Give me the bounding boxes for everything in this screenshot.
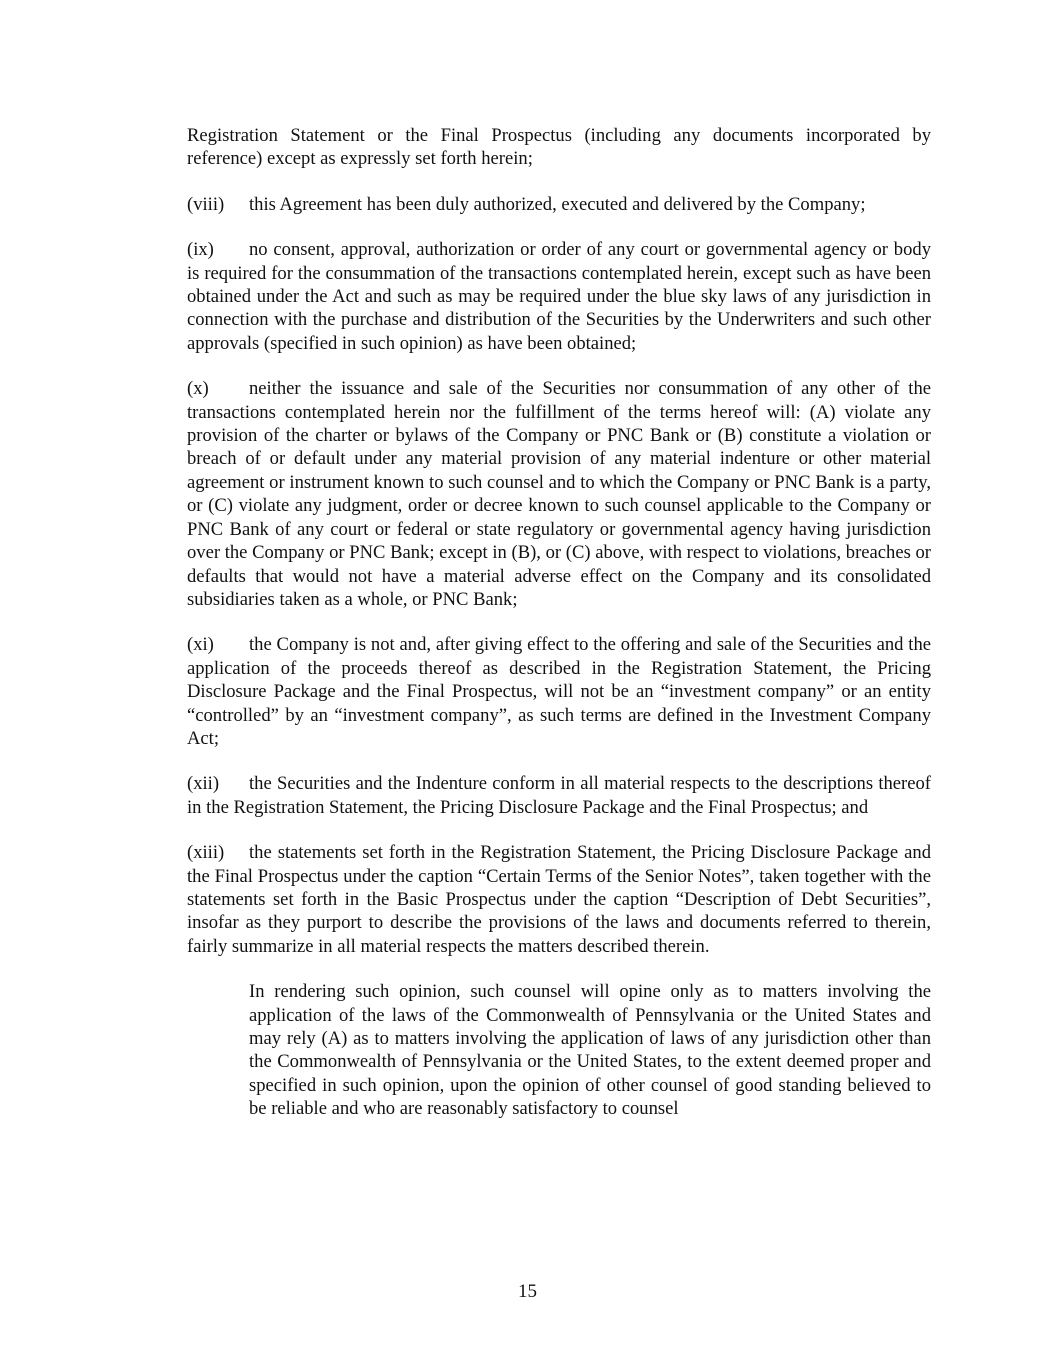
clause-text: the statements set forth in the Registration Statement, the Pricing Disclosure Package and the Final Prospectus under the caption “Certain Terms of the Senior Notes”, taken together with the statements set forth in the Basic Prospectus under the caption “Description of Debt Securities”, insofar as they purport to describe the provisions of the laws and documents referred to therein, fairly summarize in all material respects the matters described therein. — [187, 842, 931, 957]
clause-text: no consent, approval, authorization or order of any court or governmental agency or body is required for the consummation of the transactions contemplated herein, except such as have been obtained under the Act and such as may be required under the blue sky laws of any jurisdiction in connection with the purchase and distribution of the Securities by the Underwriters and such other approvals (specified in such opinion) as have been obtained; — [187, 239, 931, 354]
clause-number: (xii) — [187, 773, 220, 795]
clause-number: (x) — [187, 378, 209, 400]
clause-text: the Securities and the Indenture conform in all material respects to the descriptions thereof in the Registration Statement, the Pricing Disclosure Package and the Final Prospectus; and — [187, 773, 931, 818]
clause-x — [187, 377, 931, 611]
clause-xi — [187, 633, 931, 750]
clause-ix — [187, 238, 931, 355]
clause-number: (viii) — [187, 193, 225, 215]
clause-text: the Company is not and, after giving effect to the offering and sale of the Securities and the application of the proceeds thereof as described in the Registration Statement, the Pricing Disclosure Package and the Final Prospectus, will not be an “investment company” or an entity “controlled” by an “investment company”, as such terms are defined in the Investment Company Act; — [187, 634, 931, 749]
continuation-paragraph: Registration Statement or the Final Prospectus (including any documents incorporated by reference) except as expressly set forth herein; — [187, 125, 931, 170]
clause-number: (ix) — [187, 239, 214, 261]
page-number: 15 — [518, 1281, 537, 1302]
clause-number: (xi) — [187, 634, 214, 656]
clause-text: neither the issuance and sale of the Securities nor consummation of any other of the transactions contemplated herein nor the fulfillment of the terms hereof will: (A) violate any provision of the charter or bylaws of the Company or PNC Bank or (B) constitute a violation or breach of or default under any material provision of any material indenture or other material agreement or instrument known to such counsel and to which the Company or PNC Bank is a party, or (C) violate any judgment, order or decree known to such counsel applicable to the Company or PNC Bank of any court or federal or state regulatory or governmental agency having jurisdiction over the Company or PNC Bank; except in (B), or (C) above, with respect to violations, breaches or defaults that would not have a material adverse effect on the Company and its consolidated subsidiaries taken as a whole, or PNC Bank; — [187, 378, 931, 610]
closing-paragraph: In rendering such opinion, such counsel will opine only as to matters involving the application of the laws of the Commonwealth of Pennsylvania or the United States and may rely (A) as to matters involving the application of laws of any jurisdiction other than the Commonwealth of Pennsylvania or the United States, to the extent deemed proper and specified in such opinion, upon the opinion of other counsel of good standing believed to be reliable and who are reasonably satisfactory to counsel — [249, 981, 931, 1120]
clause-xiii — [187, 841, 931, 958]
clause-text: this Agreement has been duly authorized, executed and delivered by the Company; — [249, 193, 866, 215]
document-body — [187, 124, 931, 1143]
clause-viii — [187, 193, 931, 216]
clause-xii — [187, 772, 931, 819]
clause-number: (xiii) — [187, 842, 225, 864]
